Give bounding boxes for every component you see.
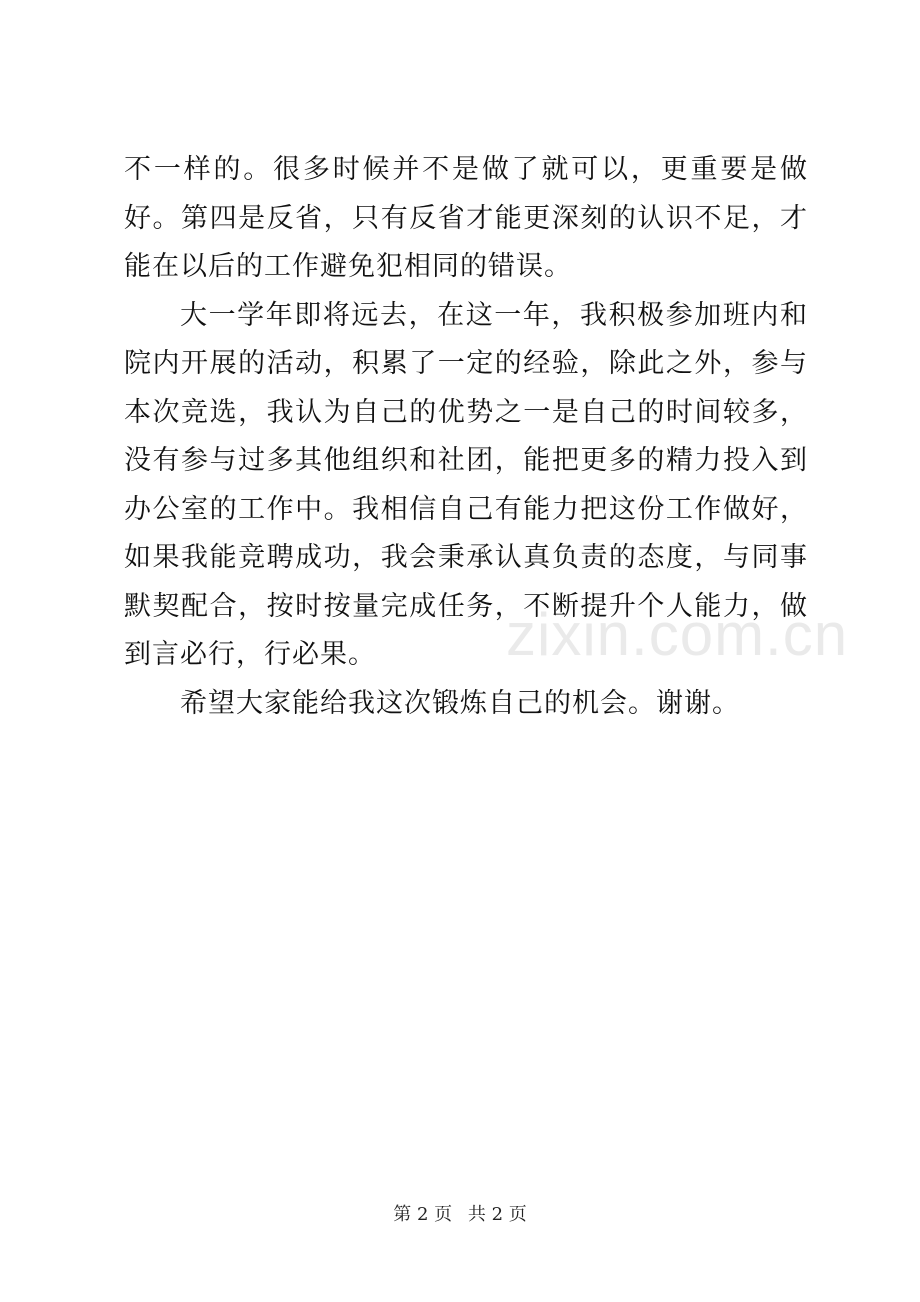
paragraph-closing: 希望大家能给我这次锻炼自己的机会。谢谢。 bbox=[180, 687, 740, 719]
paragraph-continuation: 不一样的。很多时候并不是做了就可以，更重要是做好。第四是反省，只有反省才能更深刻的认识不足，才能在以后的工作避免犯相同的错误。 bbox=[124, 154, 808, 282]
paragraph-self-assessment: 大一学年即将远去，在这一年，我积极参加班内和院内开展的活动，积累了一定的经验，除此之外，参与本次竞选，我认为自己的优势之一是自己的时间较多，没有参与过多其他组织和社团，能把更多的精力投入到办公室的工作中。我相信自己有能力把这份工作做好，如果我能竞聘成功，我会秉承认真负责的态度，与同事默契配合，按时按量完成任务，不断提升个人能力，做到言必行，行必果。 bbox=[124, 299, 808, 670]
page-footer bbox=[0, 1200, 920, 1226]
total-page-count: 共 2 页 bbox=[467, 1204, 527, 1225]
current-page-number: 第 2 页 bbox=[393, 1204, 453, 1225]
watermark: zixin.com.cn bbox=[506, 601, 849, 668]
